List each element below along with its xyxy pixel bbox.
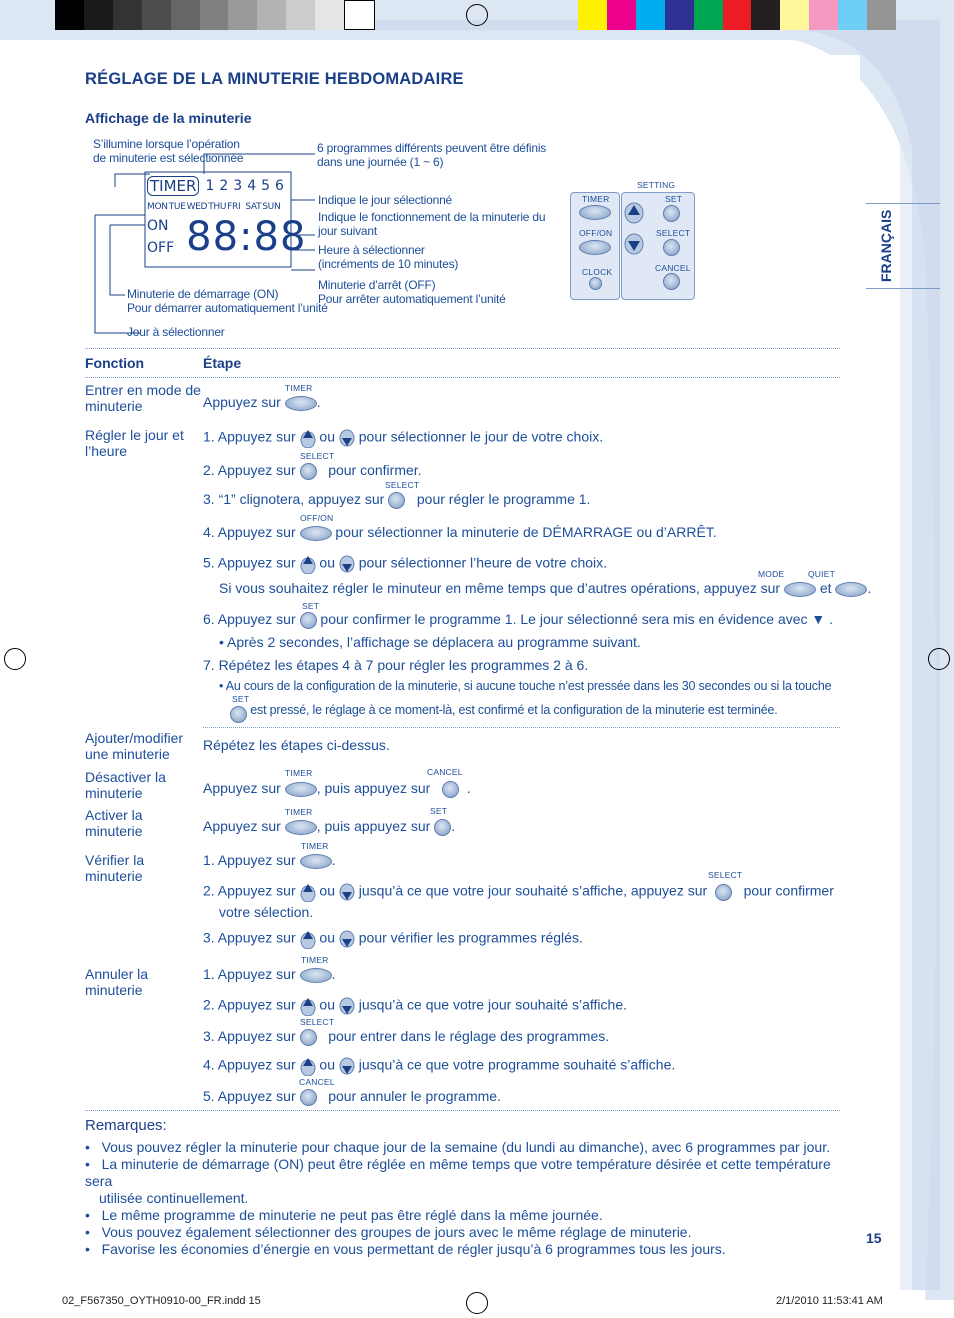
fn-cancel: Annuler la minuterie	[85, 966, 149, 998]
lcd-day: WED	[186, 202, 208, 212]
registration-mark-left	[4, 648, 26, 670]
step-2-1: 1. Appuyez sur ou pour sélectionner le jour de votre choix.	[203, 428, 603, 448]
btn-label-timer: TIMER	[301, 955, 329, 965]
quiet-button[interactable]	[835, 582, 867, 597]
lcd-program-number: 5	[261, 178, 276, 194]
lcd-program-number: 4	[247, 178, 262, 194]
step-2-7: 7. Répétez les étapes 4 à 7 pour régler les programmes 2 à 6.	[203, 657, 589, 673]
select-button[interactable]	[300, 1029, 317, 1046]
up-arrow-icon[interactable]	[300, 882, 316, 902]
select-button[interactable]	[388, 492, 405, 509]
lcd-clock: 88:88	[186, 214, 307, 260]
step-2-7-note: • Au cours de la configuration de la minuterie, si aucune touche n’est pressée dans les 30 secondes ou si la touche	[219, 679, 832, 693]
divider	[85, 377, 840, 378]
registration-mark-bottom	[466, 1292, 488, 1314]
callout-day-to-select: Jour à sélectionner	[127, 325, 225, 339]
timer-button[interactable]	[300, 854, 332, 869]
btn-label-select: SELECT	[708, 870, 743, 880]
lcd-program-number: 1	[205, 178, 220, 194]
up-arrow-icon[interactable]	[300, 929, 316, 949]
callout-time: Heure à sélectionner (incréments de 10 minutes)	[318, 243, 459, 271]
remote-cancel-label: CANCEL	[655, 263, 691, 273]
col-function: Fonction	[85, 355, 145, 371]
remote-set-button[interactable]	[663, 205, 680, 222]
down-arrow-icon[interactable]	[339, 1056, 355, 1076]
up-arrow-icon[interactable]	[300, 1056, 316, 1076]
mode-button[interactable]	[784, 582, 816, 597]
remote-set-label: SET	[665, 194, 683, 204]
divider	[203, 727, 840, 728]
language-tab	[866, 203, 940, 289]
step-cancel-3: 3. Appuyez sur pour entrer dans le réglage des programmes.	[203, 1028, 610, 1044]
registration-mark-right	[928, 648, 950, 670]
fn-enable: Activer la minuterie	[85, 807, 143, 839]
remote-down-arrow-icon[interactable]	[624, 233, 644, 257]
btn-label-timer: TIMER	[285, 807, 313, 817]
callout-day-selected: Indique le jour sélectionné	[318, 193, 453, 207]
lcd-program-number: 6	[275, 178, 289, 194]
lcd-day: TUE	[168, 202, 186, 212]
callout-off-timer: Minuterie d’arrêt (OFF) Pour arrêter automatiquement l’unité	[318, 278, 506, 306]
step-2-2: 2. Appuyez sur pour confirmer.	[203, 462, 422, 478]
step-enable: Appuyez sur , puis appuyez sur .	[203, 818, 456, 834]
btn-label-timer: TIMER	[301, 841, 329, 851]
down-arrow-icon[interactable]	[339, 554, 355, 574]
divider	[85, 1110, 840, 1111]
btn-label-set: SET	[302, 601, 320, 611]
step-check-1: 1. Appuyez sur .	[203, 852, 336, 868]
up-arrow-icon[interactable]	[300, 554, 316, 574]
down-arrow-icon[interactable]	[339, 996, 355, 1016]
fn-disable: Désactiver la minuterie	[85, 769, 166, 801]
page-number: 15	[866, 1230, 882, 1246]
step-check-2: 2. Appuyez sur ou jusqu’à ce que votre jour souhaité s’affiche, appuyez sur pour confirmer	[203, 882, 834, 902]
remark-item: • Vous pouvez régler la minuterie pour chaque jour de la semaine (du lundi au dimanche), avec 6 programmes par jour.	[85, 1139, 830, 1155]
btn-label-cancel: CANCEL	[299, 1077, 335, 1087]
lcd-day: MON	[147, 202, 168, 212]
lcd-day: FRI	[227, 202, 241, 212]
up-arrow-icon[interactable]	[300, 428, 316, 448]
callout-next-day: Indique le fonctionnement de la minuterie du jour suivant	[318, 210, 546, 238]
step-2-5-note: Si vous souhaitez régler le minuteur en même temps que d’autres opérations, appuyez sur et .	[219, 580, 872, 596]
btn-label-offon: OFF/ON	[300, 513, 334, 523]
color-bar	[578, 0, 896, 30]
calibration-bar	[55, 0, 375, 30]
footer-file: 02_F567350_OYTH0910-00_FR.indd 15	[62, 1295, 261, 1307]
btn-label-timer: TIMER	[285, 383, 313, 393]
remark-item: • Le même programme de minuterie ne peut pas être réglé dans la même journée.	[85, 1207, 603, 1223]
lcd-programs	[205, 178, 289, 194]
step-cancel-2: 2. Appuyez sur ou jusqu’à ce que votre jour souhaité s’affiche.	[203, 996, 627, 1016]
remarks-title: Remarques:	[85, 1117, 167, 1134]
lcd-off: OFF	[147, 240, 175, 256]
step-cancel-4: 4. Appuyez sur ou jusqu’à ce que votre programme souhaité s’affiche.	[203, 1056, 675, 1076]
lcd-timer: TIMER	[147, 176, 199, 196]
registration-mark-top	[466, 4, 488, 26]
col-step: Étape	[203, 355, 242, 371]
remote-clock-button[interactable]	[589, 277, 602, 290]
page-title: RÉGLAGE DE LA MINUTERIE HEBDOMADAIRE	[85, 70, 464, 88]
btn-label-select: SELECT	[385, 480, 420, 490]
cancel-button[interactable]	[300, 1089, 317, 1106]
remark-item: utilisée continuellement.	[99, 1190, 249, 1206]
fn-set-day-time: Régler le jour et l’heure	[85, 427, 184, 459]
remark-item: • Favorise les économies d’énergie en vous permettant de régler jusqu’à 6 programmes tous les jours.	[85, 1241, 726, 1257]
lcd-days	[147, 202, 289, 212]
step-check-2b: votre sélection.	[219, 904, 314, 920]
btn-label-set: SET	[430, 806, 448, 816]
timer-button[interactable]	[300, 968, 332, 983]
remote-offon-label: OFF/ON	[579, 228, 613, 238]
up-arrow-icon[interactable]	[300, 996, 316, 1016]
timer-button[interactable]	[285, 396, 317, 411]
step-add-modify: Répétez les étapes ci-dessus.	[203, 737, 390, 753]
step-check-3: 3. Appuyez sur ou pour vérifier les programmes réglés.	[203, 929, 583, 949]
btn-label-mode: MODE	[758, 569, 785, 579]
callout-lights-up: S’illumine lorsque l’opération de minuterie est sélectionnée	[93, 137, 244, 165]
lcd-day: THU	[208, 202, 227, 212]
select-button[interactable]	[300, 463, 317, 480]
offon-button[interactable]	[300, 526, 332, 541]
step-2-4: 4. Appuyez sur pour sélectionner la minuterie de DÉMARRAGE ou d’ARRÊT.	[203, 524, 717, 540]
lcd-day: SAT	[245, 202, 262, 212]
btn-label-cancel: CANCEL	[427, 767, 463, 777]
remote-timer-label: TIMER	[582, 194, 610, 204]
remote-panel	[570, 180, 694, 300]
remark-item: • La minuterie de démarrage (ON) peut être réglée en même temps que votre température désirée et cette température sera	[85, 1156, 831, 1189]
down-arrow-icon[interactable]	[339, 882, 355, 902]
cancel-button[interactable]	[442, 781, 459, 798]
fn-add-modify: Ajouter/modifier une minuterie	[85, 730, 184, 762]
lcd-screen	[147, 176, 307, 260]
set-button[interactable]	[230, 706, 247, 723]
remote-setting-label: SETTING	[637, 180, 676, 190]
btn-label-set: SET	[232, 694, 250, 704]
remote-select-button[interactable]	[663, 239, 680, 256]
select-button[interactable]	[715, 884, 732, 901]
remote-clock-label: CLOCK	[582, 267, 613, 277]
callout-on-timer: Minuterie de démarrage (ON) Pour démarrer automatiquement l’unité	[127, 287, 328, 315]
btn-label-timer: TIMER	[285, 768, 313, 778]
remote-select-label: SELECT	[656, 228, 691, 238]
fn-check: Vérifier la minuterie	[85, 852, 145, 884]
fn-enter-timer: Entrer en mode de minuterie	[85, 382, 201, 414]
display-heading: Affichage de la minuterie	[85, 110, 252, 126]
divider	[85, 348, 840, 349]
step-2-3: 3. “1” clignotera, appuyez sur pour régler le programme 1.	[203, 491, 591, 507]
down-arrow-icon[interactable]	[339, 428, 355, 448]
lcd-program-number: 3	[233, 178, 248, 194]
callout-programs: 6 programmes différents peuvent être définis dans une journée (1 ~ 6)	[317, 141, 547, 169]
language-label: FRANÇAIS	[878, 209, 894, 282]
remote-offon-button[interactable]	[579, 240, 611, 255]
step-cancel-1: 1. Appuyez sur .	[203, 966, 336, 982]
step-2-6-note: • Après 2 secondes, l’affichage se déplacera au programme suivant.	[219, 634, 641, 650]
step-2-7-note2: est pressé, le réglage à ce moment-là, est confirmé et la configuration de la minuterie est terminée.	[230, 698, 778, 723]
btn-label-select: SELECT	[300, 451, 335, 461]
set-button[interactable]	[300, 612, 317, 629]
remote-cancel-button[interactable]	[663, 273, 680, 290]
step-disable: Appuyez sur , puis appuyez sur .	[203, 780, 471, 796]
lcd-day: SUN	[262, 202, 281, 212]
btn-label-select: SELECT	[300, 1017, 335, 1027]
remark-item: • Vous pouvez également sélectionner des groupes de jours avec le même réglage de minuterie.	[85, 1224, 692, 1240]
remote-up-arrow-icon[interactable]	[624, 200, 644, 224]
remote-timer-button[interactable]	[579, 205, 611, 220]
remarks-list	[85, 1139, 845, 1258]
step-enter-timer: Appuyez sur .	[203, 394, 321, 410]
timer-button[interactable]	[285, 820, 317, 835]
lcd-on: ON	[147, 218, 169, 234]
step-2-5: 5. Appuyez sur ou pour sélectionner l’heure de votre choix.	[203, 554, 607, 574]
lcd-program-number: 2	[219, 178, 234, 194]
down-arrow-icon[interactable]	[339, 929, 355, 949]
set-button[interactable]	[434, 819, 451, 836]
timer-button[interactable]	[285, 782, 317, 797]
step-cancel-5: 5. Appuyez sur pour annuler le programme.	[203, 1088, 501, 1104]
btn-label-quiet: QUIET	[808, 569, 835, 579]
step-2-6: 6. Appuyez sur pour confirmer le programme 1. Le jour sélectionné sera mis en évidence avec ▼ .	[203, 611, 834, 627]
footer-date: 2/1/2010 11:53:41 AM	[776, 1295, 883, 1307]
